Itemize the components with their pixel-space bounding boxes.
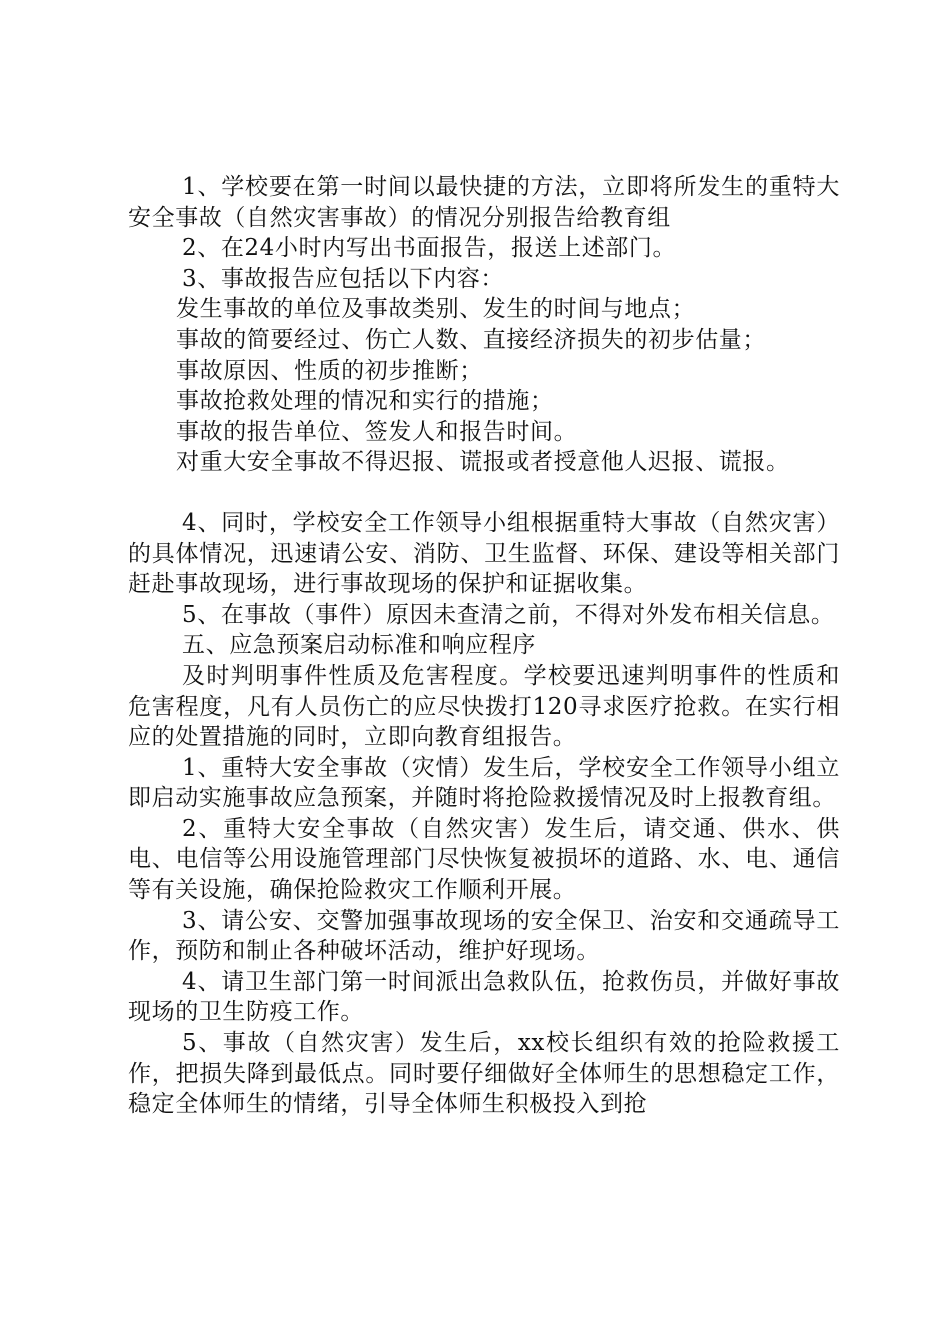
paragraph-gap [128, 478, 840, 508]
section-heading-five: 五、应急预案启动标准和响应程序 [182, 632, 536, 659]
paragraph-report-immediately: 1、学校要在第一时间以最快捷的方法，立即将所发生的重特大安全事故（自然灾害事故）的情况分别报告给教育组 [128, 174, 840, 231]
document-body [128, 172, 840, 1120]
report-item-casualties-loss: 事故的简要经过、伤亡人数、直接经济损失的初步估量； [176, 326, 766, 353]
report-item-cause: 事故原因、性质的初步推断； [176, 357, 483, 384]
report-item-unit-type-time: 发生事故的单位及事故类别、发生的时间与地点； [176, 296, 696, 323]
paragraph-response-4: 4、请卫生部门第一时间派出急救队伍，抢救伤员，并做好事故现场的卫生防疫工作。 [128, 968, 840, 1026]
paragraph-no-late-report: 对重大安全事故不得迟报、谎报或者授意他人迟报、谎报。 [176, 449, 790, 476]
paragraph-response-1: 1、重特大安全事故（灾情）发生后，学校安全工作领导小组立即启动实施事故应急预案，并随时将抢险救援情况及时上报教育组。 [128, 754, 840, 812]
paragraph-response-2: 2、重特大安全事故（自然灾害）发生后，请交通、供水、供电、电信等公用设施管理部门尽快恢复被损坏的道路、水、电、通信等有关设施，确保抢险救灾工作顺利开展。 [128, 815, 840, 904]
paragraph-response-5: 5、事故（自然灾害）发生后，xx校长组织有效的抢险救援工作，把损失降到最低点。同时要仔细做好全体师生的思想稳定工作，稳定全体师生的情绪，引导全体师生积极投入到抢 [128, 1030, 840, 1118]
report-item-signer-time: 事故的报告单位、签发人和报告时间。 [176, 418, 578, 445]
paragraph-no-release: 5、在事故（事件）原因未查清之前，不得对外发布相关信息。 [182, 601, 835, 628]
paragraph-departments-to-scene: 4、同时，学校安全工作领导小组根据重特大事故（自然灾害）的具体情况，迅速请公安、消防、卫生监督、环保、建设等相关部门赶赴事故现场，进行事故现场的保护和证据收集。 [128, 509, 840, 598]
report-item-rescue-measures: 事故抢救处理的情况和实行的措施； [176, 388, 554, 415]
paragraph-response-3: 3、请公安、交警加强事故现场的安全保卫、治安和交通疏导工作，预防和制止各种破坏活动，维护好现场。 [128, 907, 840, 965]
paragraph-written-report: 2、在24小时内写出书面报告，报送上述部门。 [182, 235, 677, 262]
paragraph-judge-nature: 及时判明事件性质及危害程度。学校要迅速判明事件的性质和危害程度，凡有人员伤亡的应尽快拨打120寻求医疗抢救。在实行相应的处置措施的同时，立即向教育组报告。 [128, 662, 840, 751]
paragraph-report-contents: 3、事故报告应包括以下内容： [182, 265, 505, 292]
